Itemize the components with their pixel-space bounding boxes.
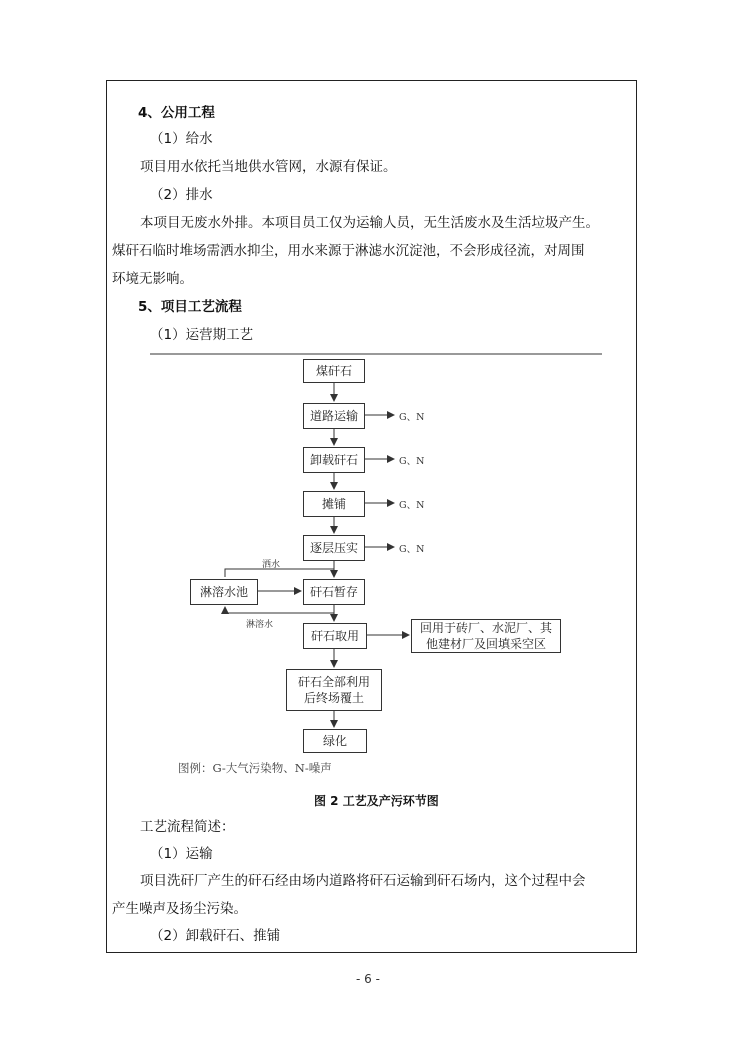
emission-label-4: G、N: [399, 544, 425, 555]
step-final-cover: 矸石全部利用后终场覆土: [286, 669, 382, 711]
unload-title: （2）卸载矸石、推铺: [150, 928, 281, 944]
step-road-transport: 道路运输: [303, 403, 365, 429]
step-unload-gangue: 卸载矸石: [303, 447, 365, 473]
step-layer-compaction: 逐层压实: [303, 535, 365, 561]
figure-caption: 图 2 工艺及产污环节图: [314, 794, 439, 808]
step-greening: 绿化: [303, 729, 367, 753]
step-gangue-use: 矸石取用: [303, 623, 367, 649]
operation-process-title: （1）运营期工艺: [150, 327, 254, 343]
water-supply-text: 项目用水依托当地供水管网，水源有保证。: [140, 159, 397, 175]
reuse-destination: [411, 619, 561, 653]
description-title: 工艺流程简述：: [140, 819, 235, 835]
transport-title: （1）运输: [150, 846, 213, 862]
reuse-label-line2: 他建材厂及回填采空区: [425, 637, 546, 651]
leachate-pool: 淋溶水池: [190, 579, 258, 605]
step-gangue-storage: 矸石暂存: [303, 579, 365, 605]
flowchart-legend: 图例：G-大气污染物、N-噪声: [178, 761, 332, 775]
transport-line-1: 项目洗矸厂产生的矸石经由场内道路将矸石运输到矸石场内，这个过程中会: [140, 873, 586, 889]
drainage-line-1: 本项目无废水外排。本项目员工仅为运输人员，无生活废水及生活垃圾产生。: [140, 215, 599, 231]
reuse-label-line1: 回用于砖厂、水泥厂、其: [419, 621, 552, 635]
drainage-line-2: 煤矸石临时堆场需洒水抑尘，用水来源于淋滤水沉淀池，不会形成径流，对周围: [112, 243, 585, 259]
spray-water-label: 洒水: [262, 560, 281, 570]
emission-label-1: G、N: [399, 412, 425, 423]
section5-heading: 5、项目工艺流程: [138, 299, 242, 315]
step-spread: 摊铺: [303, 491, 365, 517]
water-supply-title: （1）给水: [150, 131, 213, 147]
emission-label-2: G、N: [399, 456, 425, 467]
section4-heading: 4、公用工程: [138, 105, 215, 121]
drainage-title: （2）排水: [150, 187, 213, 203]
emission-label-3: G、N: [399, 500, 425, 511]
drainage-line-3: 环境无影响。: [112, 271, 193, 287]
transport-line-2: 产生噪声及扬尘污染。: [112, 901, 247, 917]
step-coal-gangue: 煤矸石: [303, 359, 365, 383]
leachate-label: 淋溶水: [246, 620, 274, 630]
page-number: - 6 -: [356, 972, 380, 986]
